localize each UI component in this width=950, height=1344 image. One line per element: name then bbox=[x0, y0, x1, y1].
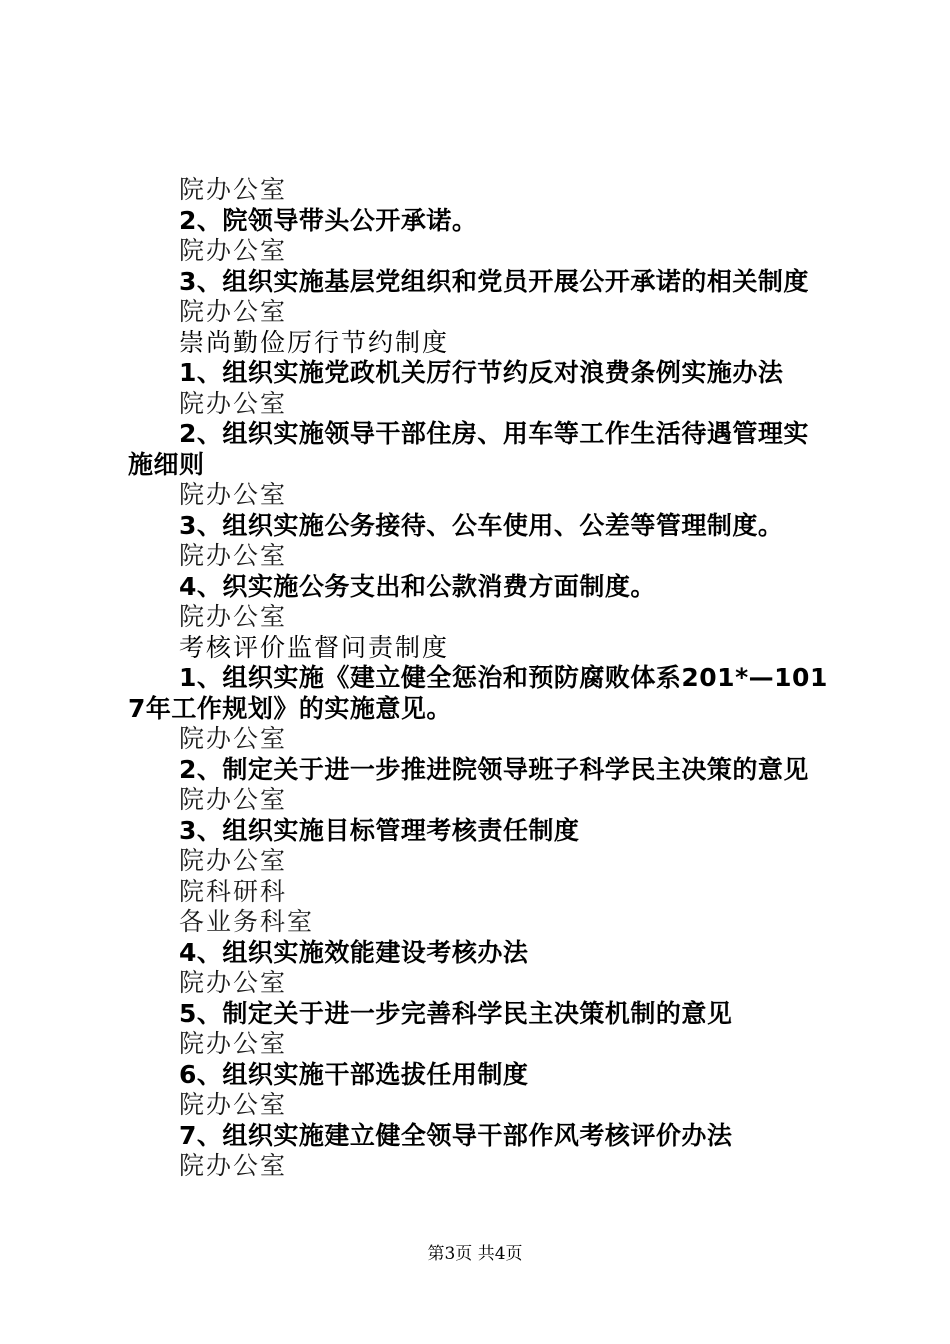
department-line: 院办公室 bbox=[179, 1090, 288, 1119]
department-line: 各业务科室 bbox=[179, 907, 315, 936]
list-item: 4、织实施公务支出和公款消费方面制度。 bbox=[179, 571, 656, 601]
list-item: 7、组织实施建立健全领导干部作风考核评价办法 bbox=[179, 1120, 733, 1150]
list-item: 6、组织实施干部选拔任用制度 bbox=[179, 1059, 529, 1089]
department-line: 院办公室 bbox=[179, 480, 288, 509]
list-item: 5、制定关于进一步完善科学民主决策机制的意见 bbox=[179, 998, 733, 1028]
department-line: 院科研科 bbox=[179, 876, 288, 906]
list-item: 3、组织实施公务接待、公车使用、公差等管理制度。 bbox=[179, 510, 784, 540]
department-line: 院办公室 bbox=[179, 1151, 288, 1180]
document-body bbox=[128, 175, 834, 1182]
department-line: 院办公室 bbox=[179, 1029, 288, 1058]
department-line: 院办公室 bbox=[179, 175, 288, 204]
department-line: 院办公室 bbox=[179, 846, 288, 875]
department-line: 院办公室 bbox=[179, 297, 288, 326]
department-line: 院办公室 bbox=[179, 724, 288, 753]
list-item: 4、组织实施效能建设考核办法 bbox=[179, 937, 529, 967]
list-item: 3、组织实施目标管理考核责任制度 bbox=[179, 815, 580, 845]
department-line: 院办公室 bbox=[179, 236, 288, 265]
department-line: 院办公室 bbox=[179, 785, 288, 814]
department-line: 院办公室 bbox=[179, 541, 288, 570]
list-item: 1、组织实施《建立健全惩治和预防腐败体系201*—1017年工作规划》的实施意见。 bbox=[128, 663, 828, 723]
department-line: 院办公室 bbox=[179, 602, 288, 631]
list-item: 2、院领导带头公开承诺。 bbox=[179, 205, 478, 235]
list-item: 2、制定关于进一步推进院领导班子科学民主决策的意见 bbox=[179, 754, 809, 784]
department-line: 院办公室 bbox=[179, 968, 288, 997]
department-line: 院办公室 bbox=[179, 388, 288, 418]
list-item: 2、组织实施领导干部住房、用车等工作生活待遇管理实施细则 bbox=[128, 419, 809, 479]
list-item: 1、组织实施党政机关厉行节约反对浪费条例实施办法 bbox=[179, 358, 784, 387]
section-heading: 考核评价监督问责制度 bbox=[179, 632, 450, 662]
page-footer: 第3页 共4页 bbox=[427, 1244, 523, 1264]
section-heading: 崇尚勤俭厉行节约制度 bbox=[179, 327, 450, 357]
list-item: 3、组织实施基层党组织和党员开展公开承诺的相关制度 bbox=[179, 266, 809, 296]
